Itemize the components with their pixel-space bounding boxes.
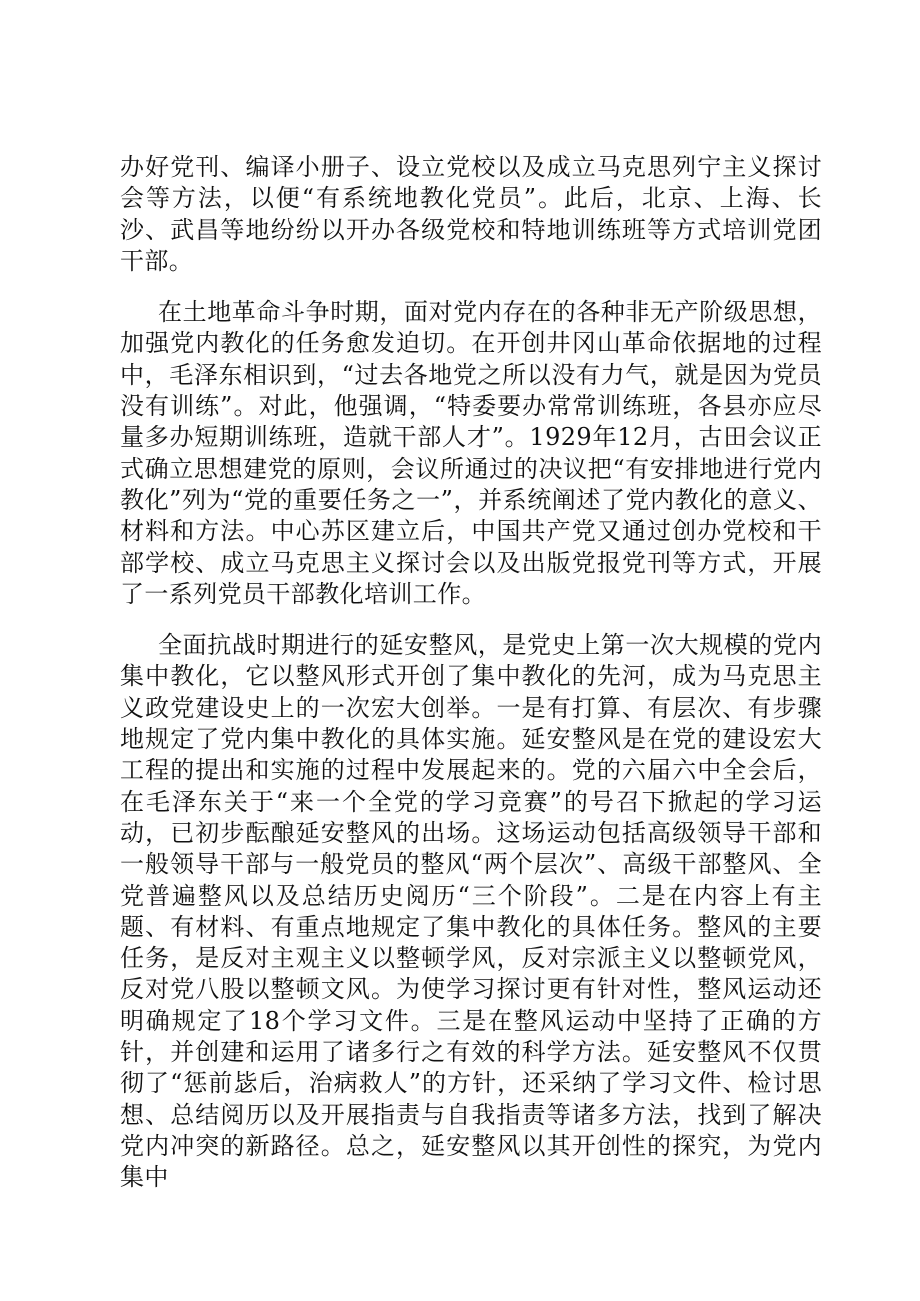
paragraph-3: 全面抗战时期进行的延安整风，是党史上第一次大规模的党内集中教化，它以整风形式开创了集中教化的先河，成为马克思主义政党建设史上的一次宏大创举。一是有打算、有层次、有步骤地规定了党内集中教化的具体实施。延安整风是在党的建设宏大工程的提出和实施的过程中发展起来的。党的六届六中全会后，在毛泽东关于“来一个全党的学习竞赛”的号召下掀起的学习运动，已初步酝酿延安整风的出场。这场运动包括高级领导干部和一般领导干部与一般党员的整风“两个层次”、高级干部整风、全党普遍整风以及总结历史阅历“三个阶段”。二是在内容上有主题、有材料、有重点地规定了集中教化的具体任务。整风的主要任务，是反对主观主义以整顿学风，反对宗派主义以整顿党风，反对党八股以整顿文风。为使学习探讨更有针对性，整风运动还明确规定了18个学习文件。三是在整风运动中坚持了正确的方针，并创建和运用了诸多行之有效的科学方法。延安整风不仅贯彻了“惩前毖后，治病救人”的方针，还采纳了学习文件、检讨思想、总结阅历以及开展指责与自我指责等诸多方法，找到了解决党内冲突的新路径。总之，延安整风以其开创性的探究，为党内集中 bbox=[120, 631, 822, 1192]
document-body bbox=[120, 152, 822, 1194]
paragraph-1: 办好党刊、编译小册子、设立党校以及成立马克思列宁主义探讨会等方法，以便“有系统地教化党员”。此后，北京、上海、长沙、武昌等地纷纷以开办各级党校和特地训练班等方式培训党团干部。 bbox=[120, 153, 822, 275]
paragraph-2: 在土地革命斗争时期，面对党内存在的各种非无产阶级思想，加强党内教化的任务愈发迫切。在开创井冈山革命依据地的过程中，毛泽东相识到，“过去各地党之所以没有力气，就是因为党员没有训练”。对此，他强调，“特委要办常常训练班，各县亦应尽量多办短期训练班，造就干部人才”。1929年12月，古田会议正式确立思想建党的原则，会议所通过的决议把“有安排地进行党内教化”列为“党的重要任务之一”，并系统阐述了党内教化的意义、材料和方法。中心苏区建立后，中国共产党又通过创办党校和干部学校、成立马克思主义探讨会以及出版党报党刊等方式，开展了一系列党员干部教化培训工作。 bbox=[120, 298, 822, 608]
